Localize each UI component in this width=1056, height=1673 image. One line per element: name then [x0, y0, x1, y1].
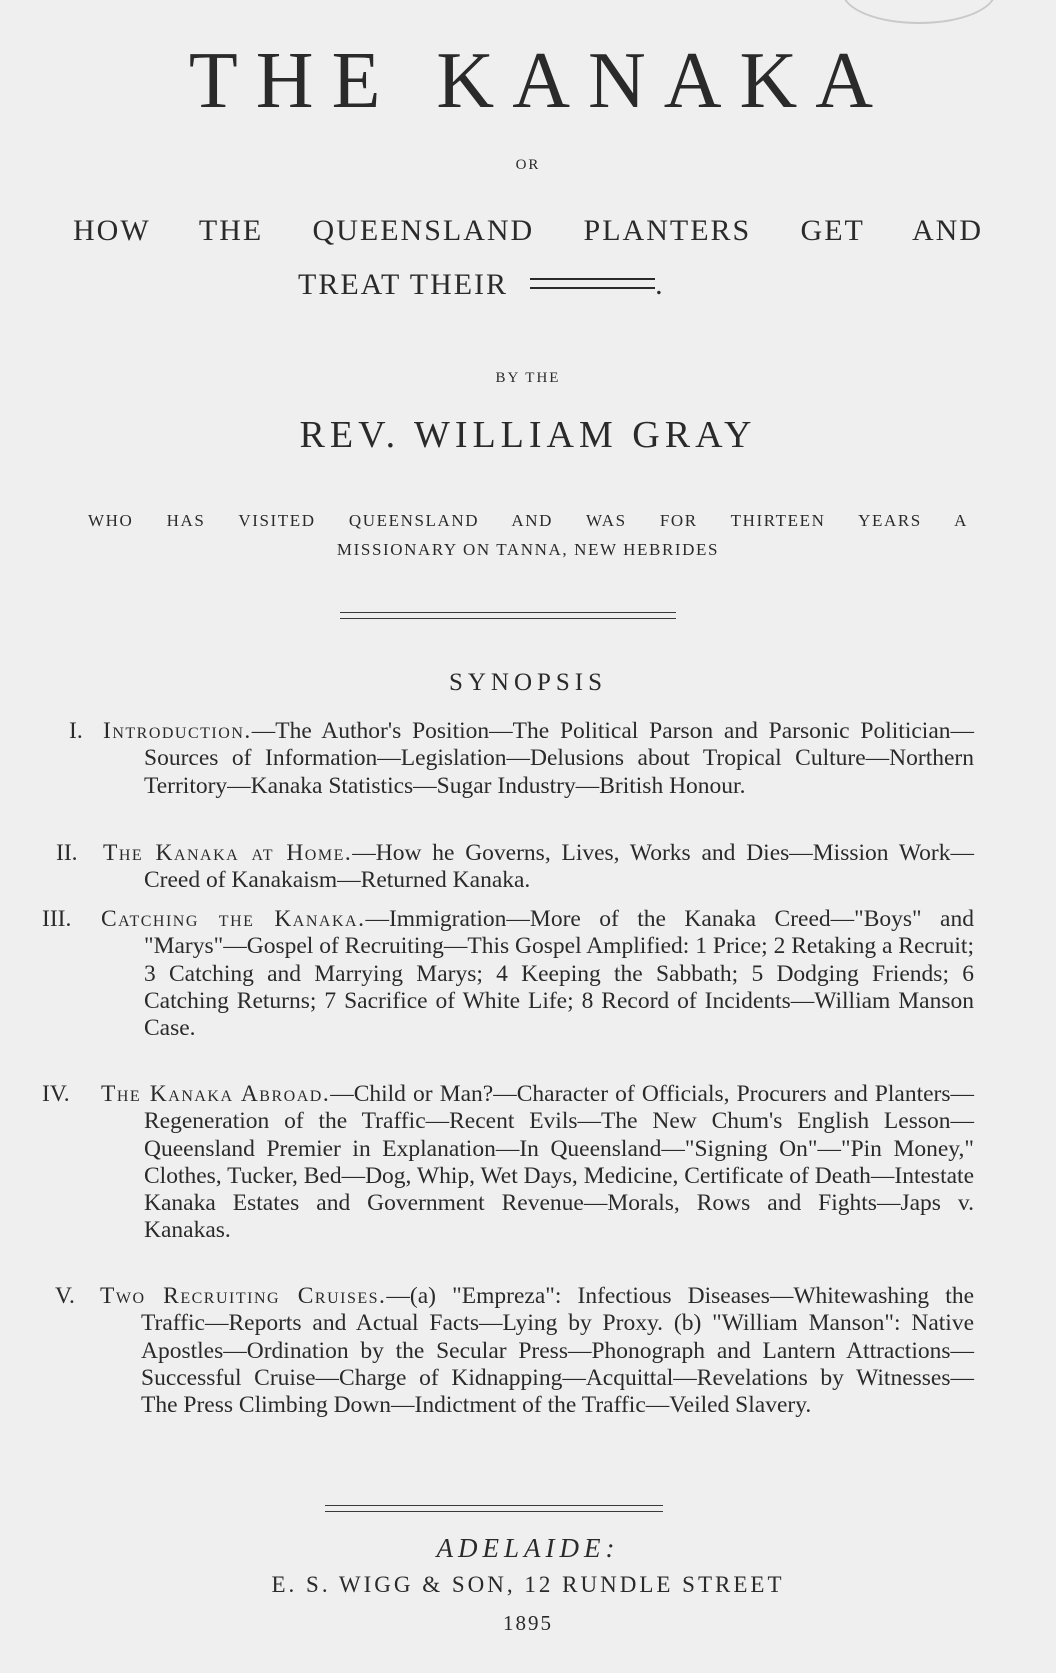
section-text: —Child or Man?—Character of Officials, Procurers and Planters—Regeneration of the Traffic—Recent Evils—The New Chum's English Lesson—Queensland Premier in Explanation—In Queensland—"Signing On"—"Pin Money," Clothes, Tucker, Bed—Dog, Whip, Wet Days, Medicine, Certificate of Death—Intestate Kanaka Estates and Government Revenue—Morals, Rows and Fights—Japs v. Kanakas.	[144, 1081, 975, 1244]
section-heading: Two Recruiting Cruises.	[100, 1283, 387, 1309]
synopsis-heading: SYNOPSIS	[448, 669, 608, 696]
section-text: —The Author's Position—The Political Parson and Parsonic Politician—Sources of Information—Legislation—Delusions about Tropical Culture—Northern Territory—Kanaka Statistics—Sugar Industry—British Honour.	[144, 718, 974, 799]
author-name: REV. WILLIAM GRAY	[299, 414, 757, 456]
author-description-line-1: WHO HAS VISITED QUEENSLAND AND WAS FOR THIRTEEN YEARS A	[88, 511, 968, 530]
section-text: —(a) "Empreza": Infectious Diseases—Whitewashing the Traffic—Reports and Actual Facts—Lying by Proxy. (b) "William Manson": Native Apostles—Ordination by the Secular Press—Phonograph and Lantern Attractions—Successful Cruise—Charge of Kidnapping—Acquittal—Revelations by Witnesses—The Press Climbing Down—Indictment of the Traffic—Veiled Slavery.	[141, 1283, 974, 1419]
section-text: —Immigration—More of the Kanaka Creed—"Boys" and "Marys"—Gospel of Recruiting—This Gospel Amplified: 1 Price; 2 Retaking a Recruit; 3 Catching and Marrying Marys; 4 Keeping the Sabbath; 5 Dodging Friends; 6 Catching Returns; 7 Sacrifice of White Life; 8 Record of Incidents—William Manson Case.	[144, 906, 974, 1042]
section-body	[103, 840, 975, 895]
section-number: V.	[55, 1283, 75, 1309]
section-body	[103, 718, 974, 800]
subtitle-line-1: HOW THE QUEENSLAND PLANTERS GET AND	[73, 214, 983, 247]
section-text: —How he Governs, Lives, Works and Dies—Mission Work—Creed of Kanakaism—Returned Kanaka.	[144, 840, 975, 894]
library-stamp	[842, 0, 996, 24]
section-body	[101, 1081, 975, 1245]
section-number: I.	[69, 718, 83, 744]
double-rule-divider	[340, 612, 676, 619]
subtitle	[0, 204, 1056, 312]
section-heading: The Kanaka Abroad.	[101, 1081, 331, 1107]
subtitle-line-2: TREAT THEIR	[298, 268, 509, 301]
imprint-publisher: E. S. WIGG & SON, 12 RUNDLE STREET	[271, 1572, 785, 1597]
synopsis-section-3	[42, 906, 974, 1042]
imprint-city: ADELAIDE:	[436, 1533, 620, 1563]
synopsis-section-1	[69, 718, 974, 800]
author-description-line-2: MISSIONARY ON TANNA, NEW HEBRIDES	[336, 540, 720, 559]
imprint-year: 1895	[503, 1611, 553, 1635]
section-number: IV.	[42, 1081, 70, 1107]
synopsis-section-5	[55, 1283, 974, 1419]
section-body	[101, 906, 974, 1042]
section-body	[100, 1283, 974, 1419]
section-heading: Introduction.	[103, 718, 252, 744]
book-title: THE KANAKA	[188, 37, 892, 125]
author-description	[0, 506, 1056, 564]
section-number: II.	[56, 840, 78, 866]
synopsis-section-4	[42, 1081, 975, 1245]
section-number: III.	[42, 906, 72, 932]
double-rule-divider-bottom	[325, 1505, 663, 1512]
or-connector: OR	[515, 157, 541, 173]
blank-dash	[530, 278, 655, 289]
section-heading: The Kanaka at Home.	[103, 840, 353, 866]
section-heading: Catching the Kanaka.	[101, 906, 366, 932]
subtitle-line-2-wrap: TREAT THEIR .	[298, 268, 665, 301]
synopsis-section-2	[56, 840, 975, 895]
byline: BY THE	[495, 370, 561, 386]
